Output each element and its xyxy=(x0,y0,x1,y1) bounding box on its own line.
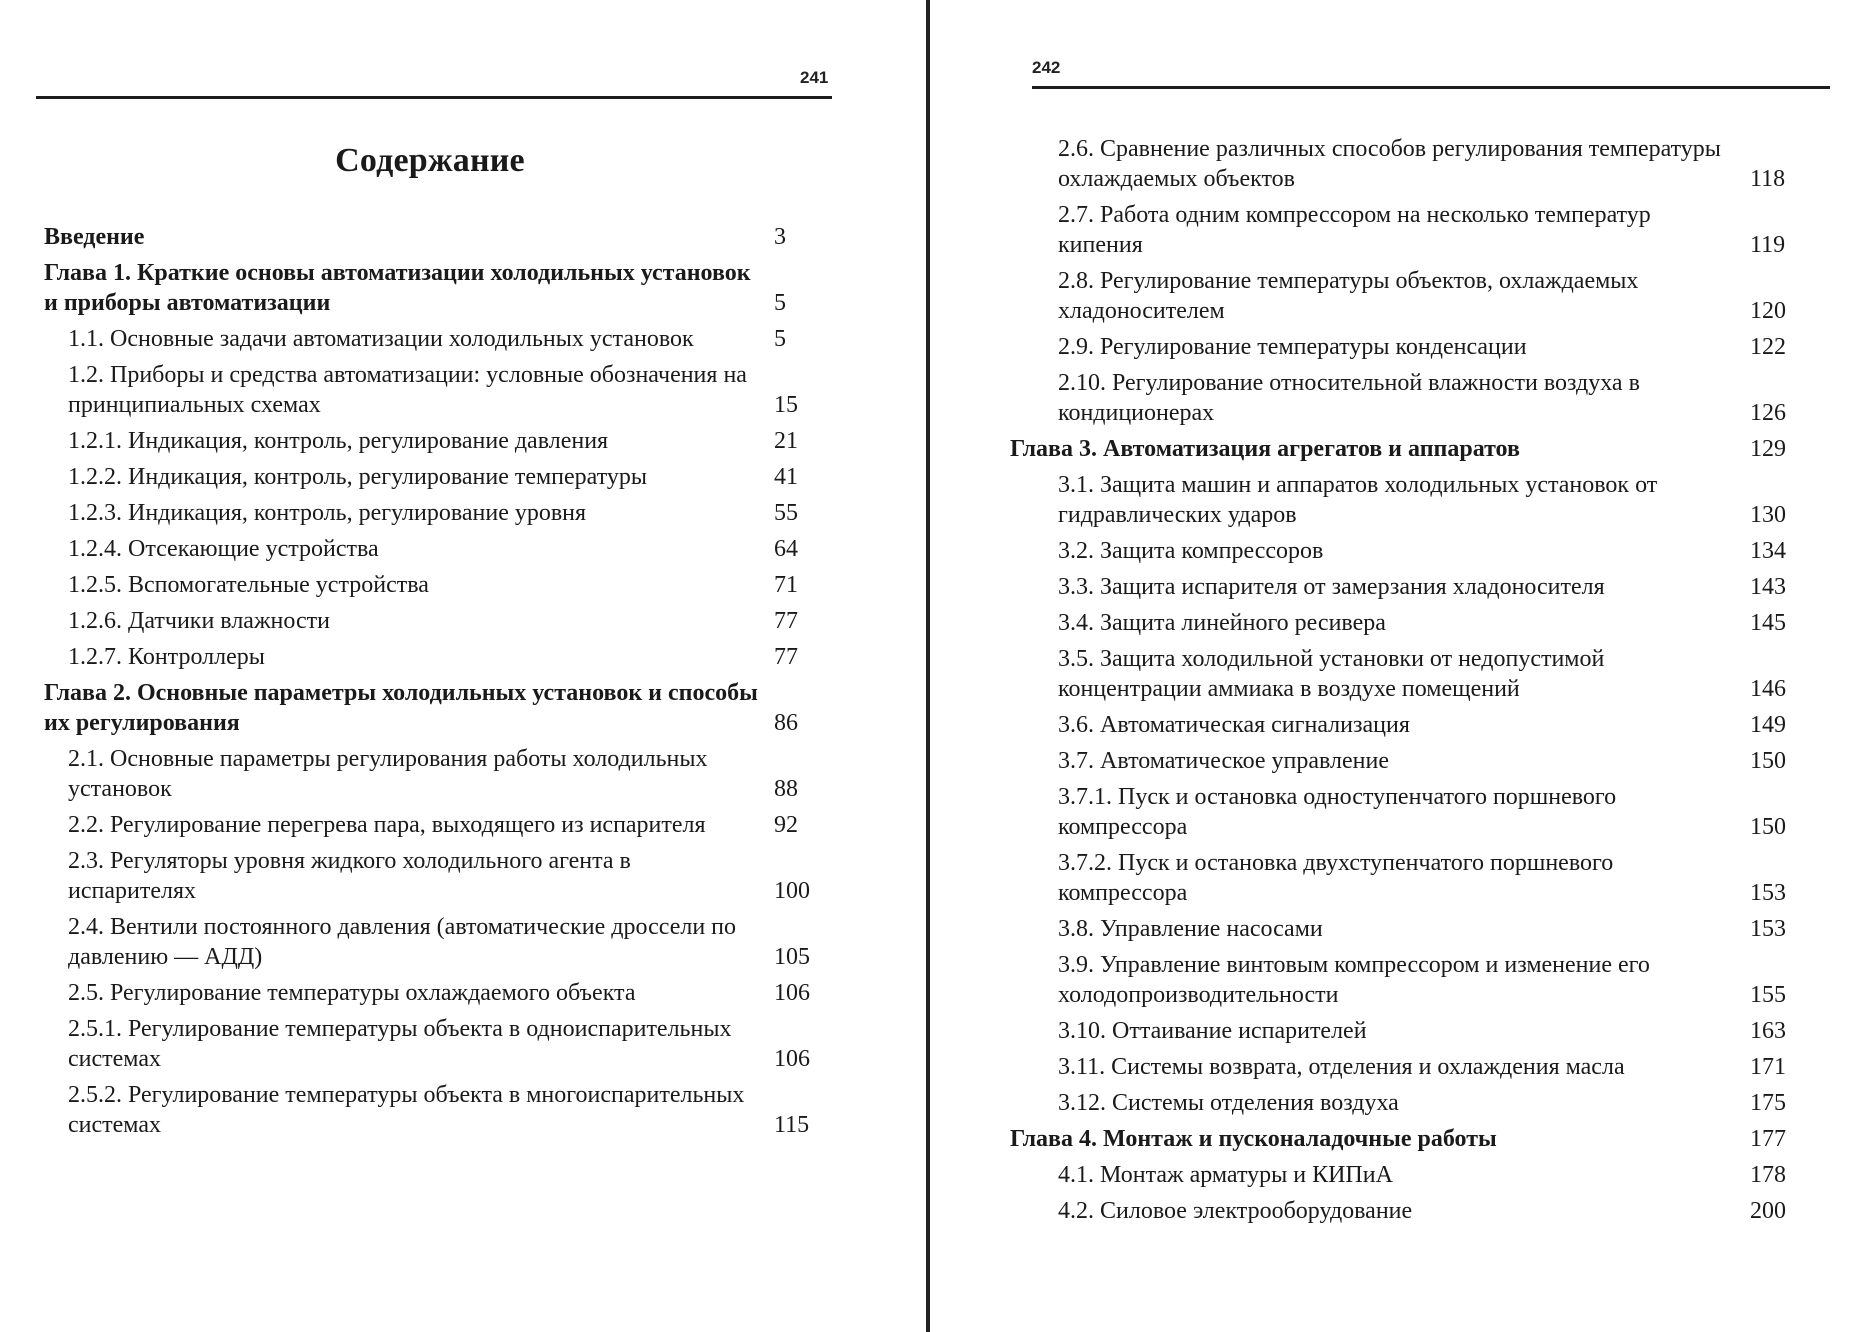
toc-entry-page-number: 118 xyxy=(1750,166,1786,192)
toc-entry-title: Глава 4. Монтаж и пусконаладочные работы xyxy=(1010,1126,1497,1152)
toc-section-entry xyxy=(1034,332,1810,362)
toc-entry-page-number: 119 xyxy=(1750,232,1786,258)
toc-section-entry xyxy=(44,360,834,420)
toc-entry-title: 1.2.4. Отсекающие устройства xyxy=(68,536,379,562)
toc-entry-page-number: 153 xyxy=(1750,880,1786,906)
toc-entry-title: 3.2. Защита компрессоров xyxy=(1058,538,1324,564)
toc-entry-page-number: 5 xyxy=(774,326,786,352)
toc-entry-title: 3.7. Автоматическое управление xyxy=(1058,748,1390,774)
toc-section-entry xyxy=(44,744,834,804)
toc-entry-title: 2.8. Регулирование температуры объектов, охлаждаемых хладоносителем xyxy=(1058,268,1639,324)
toc-entry-title: 3.6. Автоматическая сигнализация xyxy=(1058,712,1410,738)
toc-entry-page-number: 77 xyxy=(774,608,798,634)
toc-entry-title: 2.5.1. Регулирование температуры объекта в одноиспарительных системах xyxy=(68,1016,732,1072)
toc-entry-page-number: 122 xyxy=(1750,334,1786,360)
toc-entry-page-number: 175 xyxy=(1750,1090,1786,1116)
toc-chapter-entry xyxy=(44,222,834,252)
page-number: 241 xyxy=(800,68,829,87)
toc-entry-title: 2.6. Сравнение различных способов регулирования температуры охлаждаемых объектов xyxy=(1058,136,1721,192)
toc-entry-page-number: 134 xyxy=(1750,538,1786,564)
toc-section-entry xyxy=(44,642,834,672)
toc-entry-page-number: 150 xyxy=(1750,814,1786,840)
toc-entry-page-number: 21 xyxy=(774,428,798,454)
toc-section-entry xyxy=(44,1014,834,1074)
right-page xyxy=(934,0,1871,1332)
toc-section-entry xyxy=(1034,914,1810,944)
toc-entry-page-number: 41 xyxy=(774,464,798,490)
page-title: Содержание xyxy=(335,142,525,179)
toc-entry-title: Введение xyxy=(44,224,145,250)
toc-section-entry xyxy=(1034,746,1810,776)
toc-entry-page-number: 163 xyxy=(1750,1018,1786,1044)
toc-entry-page-number: 3 xyxy=(774,224,786,250)
toc-entry-title: 1.2.1. Индикация, контроль, регулирование давления xyxy=(68,428,609,454)
toc-chapter-entry xyxy=(44,678,834,738)
toc-entry-title: 1.1. Основные задачи автоматизации холодильных установок xyxy=(68,326,694,352)
toc-chapter-entry xyxy=(44,258,834,318)
toc-entry-page-number: 155 xyxy=(1750,982,1786,1008)
toc-section-entry xyxy=(44,846,834,906)
toc-entry-page-number: 100 xyxy=(774,878,810,904)
toc-section-entry xyxy=(44,570,834,600)
toc-entry-title: 3.9. Управление винтовым компрессором и изменение его холодопроизводительности xyxy=(1058,952,1650,1008)
toc-entry-title: 2.5.2. Регулирование температуры объекта в многоиспарительных системах xyxy=(68,1082,745,1138)
toc-entry-page-number: 71 xyxy=(774,572,798,598)
toc-entry-title: 3.7.2. Пуск и остановка двухступенчатого поршневого компрессора xyxy=(1058,850,1614,906)
toc-section-entry xyxy=(1034,572,1810,602)
toc-entry-page-number: 55 xyxy=(774,500,798,526)
table-of-contents xyxy=(44,222,834,1146)
toc-entry-title: 3.5. Защита холодильной установки от недопустимой концентрации аммиака в воздухе помещений xyxy=(1058,646,1605,702)
page-number: 242 xyxy=(1032,58,1061,77)
toc-section-entry xyxy=(44,534,834,564)
toc-section-entry xyxy=(1034,1088,1810,1118)
toc-entry-page-number: 120 xyxy=(1750,298,1786,324)
toc-entry-page-number: 64 xyxy=(774,536,798,562)
toc-section-entry xyxy=(1034,1196,1810,1226)
toc-entry-title: 2.9. Регулирование температуры конденсации xyxy=(1058,334,1527,360)
table-of-contents xyxy=(1010,134,1810,1232)
left-page xyxy=(0,0,928,1332)
toc-chapter-entry xyxy=(1010,434,1810,464)
toc-entry-title: 2.4. Вентили постоянного давления (автоматические дроссели по давлению — АДД) xyxy=(68,914,737,970)
toc-entry-page-number: 171 xyxy=(1750,1054,1786,1080)
toc-section-entry xyxy=(1034,200,1810,260)
toc-section-entry xyxy=(44,462,834,492)
toc-entry-page-number: 105 xyxy=(774,944,810,970)
toc-entry-title: 4.1. Монтаж арматуры и КИПиА xyxy=(1058,1162,1393,1188)
toc-entry-page-number: 146 xyxy=(1750,676,1786,702)
toc-entry-title: 2.3. Регуляторы уровня жидкого холодильного агента в испарителях xyxy=(68,848,631,904)
toc-entry-page-number: 130 xyxy=(1750,502,1786,528)
toc-entry-title: Глава 3. Автоматизация агрегатов и аппаратов xyxy=(1010,436,1520,462)
toc-entry-title: 1.2.2. Индикация, контроль, регулирование температуры xyxy=(68,464,647,490)
toc-entry-page-number: 106 xyxy=(774,980,810,1006)
toc-entry-page-number: 178 xyxy=(1750,1162,1786,1188)
toc-entry-title: 2.7. Работа одним компрессором на несколько температур кипения xyxy=(1058,202,1651,258)
toc-entry-title: Глава 2. Основные параметры холодильных установок и способы их регулирования xyxy=(44,680,758,736)
toc-entry-page-number: 150 xyxy=(1750,748,1786,774)
page-gutter-divider xyxy=(926,0,930,1332)
toc-section-entry xyxy=(44,426,834,456)
toc-entry-title: Глава 1. Краткие основы автоматизации холодильных установок и приборы автоматизации xyxy=(44,260,751,316)
toc-entry-page-number: 126 xyxy=(1750,400,1786,426)
toc-section-entry xyxy=(1034,782,1810,842)
toc-entry-title: 3.8. Управление насосами xyxy=(1058,916,1323,942)
header-rule xyxy=(36,96,832,99)
toc-entry-title: 1.2.6. Датчики влажности xyxy=(68,608,330,634)
toc-entry-page-number: 149 xyxy=(1750,712,1786,738)
toc-entry-page-number: 15 xyxy=(774,392,798,418)
toc-entry-title: 4.2. Силовое электрооборудование xyxy=(1058,1198,1413,1224)
toc-section-entry xyxy=(1034,266,1810,326)
toc-section-entry xyxy=(44,498,834,528)
toc-chapter-entry xyxy=(1010,1124,1810,1154)
toc-section-entry xyxy=(1034,1016,1810,1046)
toc-entry-title: 2.5. Регулирование температуры охлаждаемого объекта xyxy=(68,980,636,1006)
toc-entry-page-number: 145 xyxy=(1750,610,1786,636)
toc-section-entry xyxy=(1034,608,1810,638)
toc-entry-title: 3.3. Защита испарителя от замерзания хладоносителя xyxy=(1058,574,1605,600)
toc-section-entry xyxy=(1034,950,1810,1010)
toc-entry-title: 3.1. Защита машин и аппаратов холодильных установок от гидравлических ударов xyxy=(1058,472,1658,528)
toc-entry-page-number: 86 xyxy=(774,710,798,736)
toc-entry-title: 1.2. Приборы и средства автоматизации: условные обозначения на принципиальных схемах xyxy=(68,362,747,418)
toc-entry-title: 1.2.5. Вспомогательные устройства xyxy=(68,572,429,598)
toc-entry-page-number: 153 xyxy=(1750,916,1786,942)
toc-entry-title: 2.10. Регулирование относительной влажности воздуха в кондиционерах xyxy=(1058,370,1640,426)
toc-entry-page-number: 5 xyxy=(774,290,786,316)
toc-entry-page-number: 129 xyxy=(1750,436,1786,462)
toc-entry-page-number: 200 xyxy=(1750,1198,1786,1224)
toc-entry-page-number: 106 xyxy=(774,1046,810,1072)
toc-entry-title: 2.1. Основные параметры регулирования работы холодильных установок xyxy=(68,746,708,802)
toc-section-entry xyxy=(1034,1052,1810,1082)
toc-section-entry xyxy=(1034,848,1810,908)
toc-entry-page-number: 143 xyxy=(1750,574,1786,600)
toc-section-entry xyxy=(44,978,834,1008)
toc-section-entry xyxy=(1034,644,1810,704)
toc-section-entry xyxy=(44,324,834,354)
toc-section-entry xyxy=(1034,134,1810,194)
toc-section-entry xyxy=(1034,1160,1810,1190)
toc-section-entry xyxy=(44,1080,834,1140)
toc-section-entry xyxy=(1034,710,1810,740)
toc-entry-page-number: 177 xyxy=(1750,1126,1786,1152)
toc-entry-title: 2.2. Регулирование перегрева пара, выходящего из испарителя xyxy=(68,812,706,838)
toc-entry-title: 1.2.7. Контроллеры xyxy=(68,644,265,670)
toc-entry-page-number: 92 xyxy=(774,812,798,838)
toc-entry-page-number: 77 xyxy=(774,644,798,670)
toc-entry-title: 3.7.1. Пуск и остановка одноступенчатого поршневого компрессора xyxy=(1058,784,1617,840)
toc-entry-title: 3.10. Оттаивание испарителей xyxy=(1058,1018,1367,1044)
toc-entry-title: 1.2.3. Индикация, контроль, регулирование уровня xyxy=(68,500,587,526)
toc-section-entry xyxy=(1034,470,1810,530)
toc-entry-title: 3.12. Системы отделения воздуха xyxy=(1058,1090,1399,1116)
toc-section-entry xyxy=(44,810,834,840)
toc-section-entry xyxy=(1034,536,1810,566)
toc-section-entry xyxy=(1034,368,1810,428)
toc-entry-page-number: 115 xyxy=(774,1112,810,1138)
toc-entry-title: 3.11. Системы возврата, отделения и охлаждения масла xyxy=(1058,1054,1625,1080)
toc-section-entry xyxy=(44,912,834,972)
toc-section-entry xyxy=(44,606,834,636)
toc-entry-page-number: 88 xyxy=(774,776,798,802)
header-rule xyxy=(1032,86,1830,89)
toc-entry-title: 3.4. Защита линейного ресивера xyxy=(1058,610,1386,636)
